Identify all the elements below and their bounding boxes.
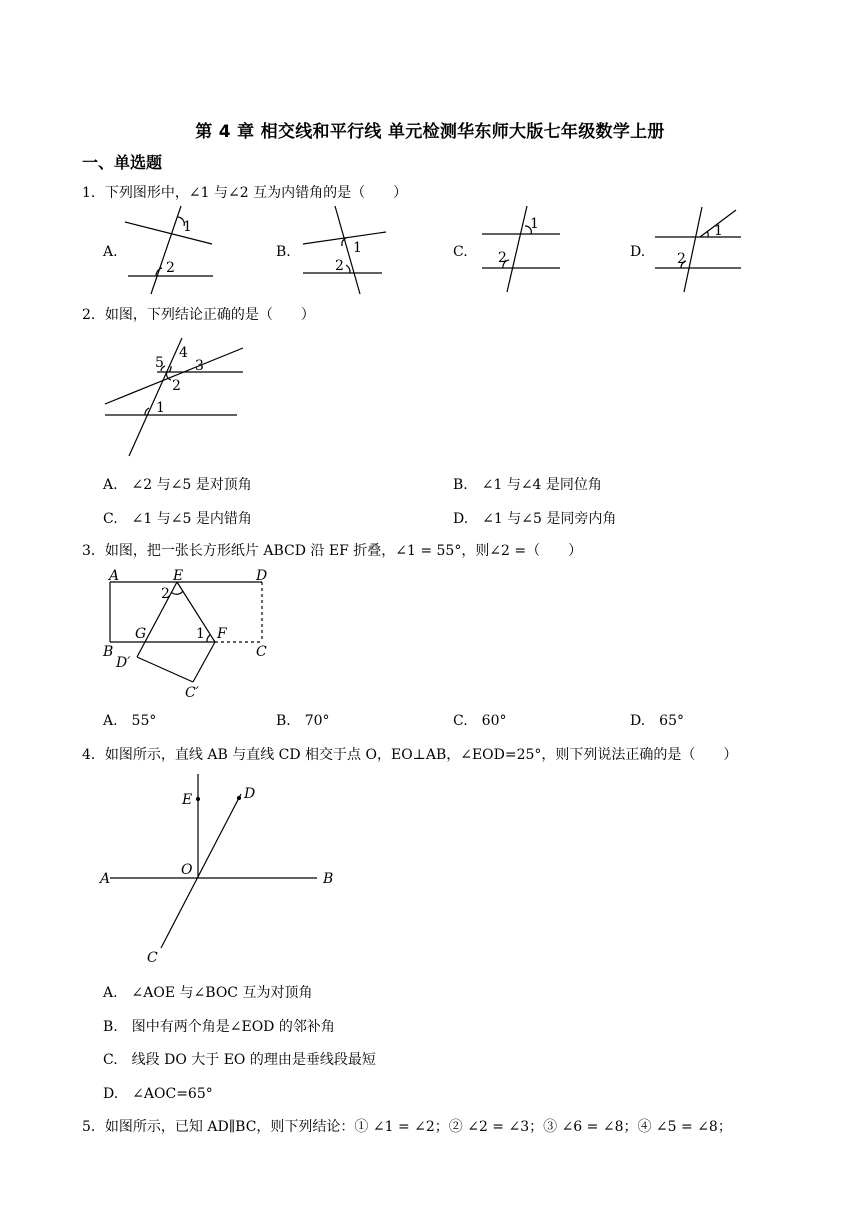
q4-point-b: B [323, 871, 334, 887]
q3-point-e: E [173, 568, 184, 584]
q3-point-a: A [109, 568, 120, 584]
question-4-stem: 4．如图所示，直线 AB 与直线 CD 相交于点 O，EO⊥AB，∠EOD=25°，则下列说法正确的是（ ） [82, 747, 738, 763]
q1-figure-c [482, 206, 560, 292]
q2-angle3-label: 3 [195, 358, 204, 374]
q1d-angle2-label: 2 [677, 251, 686, 267]
q1c-angle2-label: 2 [498, 250, 507, 266]
q3-point-d: D [256, 568, 268, 584]
q2-angle1-label: 1 [156, 400, 165, 416]
q3-point-c: C [256, 644, 267, 660]
section-heading: 一、单选题 [82, 153, 163, 172]
q3-point-f: F [217, 626, 227, 642]
q1-option-c-label: C. [453, 244, 468, 260]
q1-option-d-label: D. [630, 244, 646, 260]
q4-option-c: C. 线段 DO 大于 EO 的理由是垂线段最短 [103, 1052, 376, 1068]
q2-angle2-label: 2 [172, 378, 181, 394]
q2-option-a: A. ∠2 与∠5 是对顶角 [103, 477, 252, 493]
q3-option-a: A. 55° [103, 713, 157, 729]
question-2-figure [95, 330, 255, 460]
q3-point-g: G [135, 626, 147, 642]
q4-option-d: D. ∠AOC=65° [103, 1086, 213, 1102]
q3-option-c: C. 60° [453, 713, 507, 729]
q3-point-b: B [103, 644, 114, 660]
question-3-figure [95, 562, 280, 702]
q4-option-a: A. ∠AOE 与∠BOC 互为对顶角 [103, 985, 313, 1001]
question-1-stem: 1．下列图形中，∠1 与∠2 互为内错角的是（ ） [82, 185, 408, 201]
q1c-angle1-label: 1 [530, 216, 539, 232]
q1a-angle2-label: 2 [166, 260, 175, 276]
q3-option-d: D. 65° [630, 713, 684, 729]
question-1-figures [0, 0, 860, 300]
q1-option-a-label: A. [103, 244, 118, 260]
q4-point-o: O [181, 862, 193, 878]
q2-option-b: B. ∠1 与∠4 是同位角 [453, 477, 602, 493]
question-2-stem: 2．如图，下列结论正确的是（ ） [82, 307, 315, 323]
q2-option-c: C. ∠1 与∠5 是内错角 [103, 511, 252, 527]
q1-option-b-label: B. [276, 244, 291, 260]
q3-angle2-label: 2 [161, 586, 170, 602]
q4-point-d: D [244, 786, 256, 802]
q4-point-a: A [100, 871, 111, 887]
q3-angle1-label: 1 [196, 626, 205, 642]
q3-option-b: B. 70° [276, 713, 330, 729]
q4-point-c: C [147, 950, 158, 966]
q1-figure-d [655, 207, 741, 292]
q4-option-b: B. 图中有两个角是∠EOD 的邻补角 [103, 1019, 335, 1035]
q1-figure-b [303, 206, 386, 294]
q3-point-d-prime: D′ [116, 655, 131, 671]
q1a-angle1-label: 1 [183, 219, 192, 235]
q1b-angle2-label: 2 [335, 258, 344, 274]
question-3-stem: 3．如图，把一张长方形纸片 ABCD 沿 EF 折叠，∠1 = 55°，则∠2 =（ ） [82, 543, 583, 559]
question-5-stem: 5．如图所示，已知 AD∥BC，则下列结论：① ∠1 = ∠2；② ∠2 = ∠3；③ ∠6 = ∠8；④ ∠5 = ∠8； [82, 1119, 732, 1135]
page-title: 第 4 章 相交线和平行线 单元检测华东师大版七年级数学上册 [195, 122, 665, 142]
q1d-angle1-label: 1 [714, 223, 723, 239]
q3-point-c-prime: C′ [185, 685, 199, 701]
q2-angle5-label: 5 [155, 355, 164, 371]
q1b-angle1-label: 1 [353, 240, 362, 256]
q2-angle4-label: 4 [179, 345, 188, 361]
q4-point-e: E [182, 792, 193, 808]
q1-figure-a [125, 206, 213, 294]
question-4-figure [95, 772, 345, 972]
q2-option-d: D. ∠1 与∠5 是同旁内角 [453, 511, 617, 527]
